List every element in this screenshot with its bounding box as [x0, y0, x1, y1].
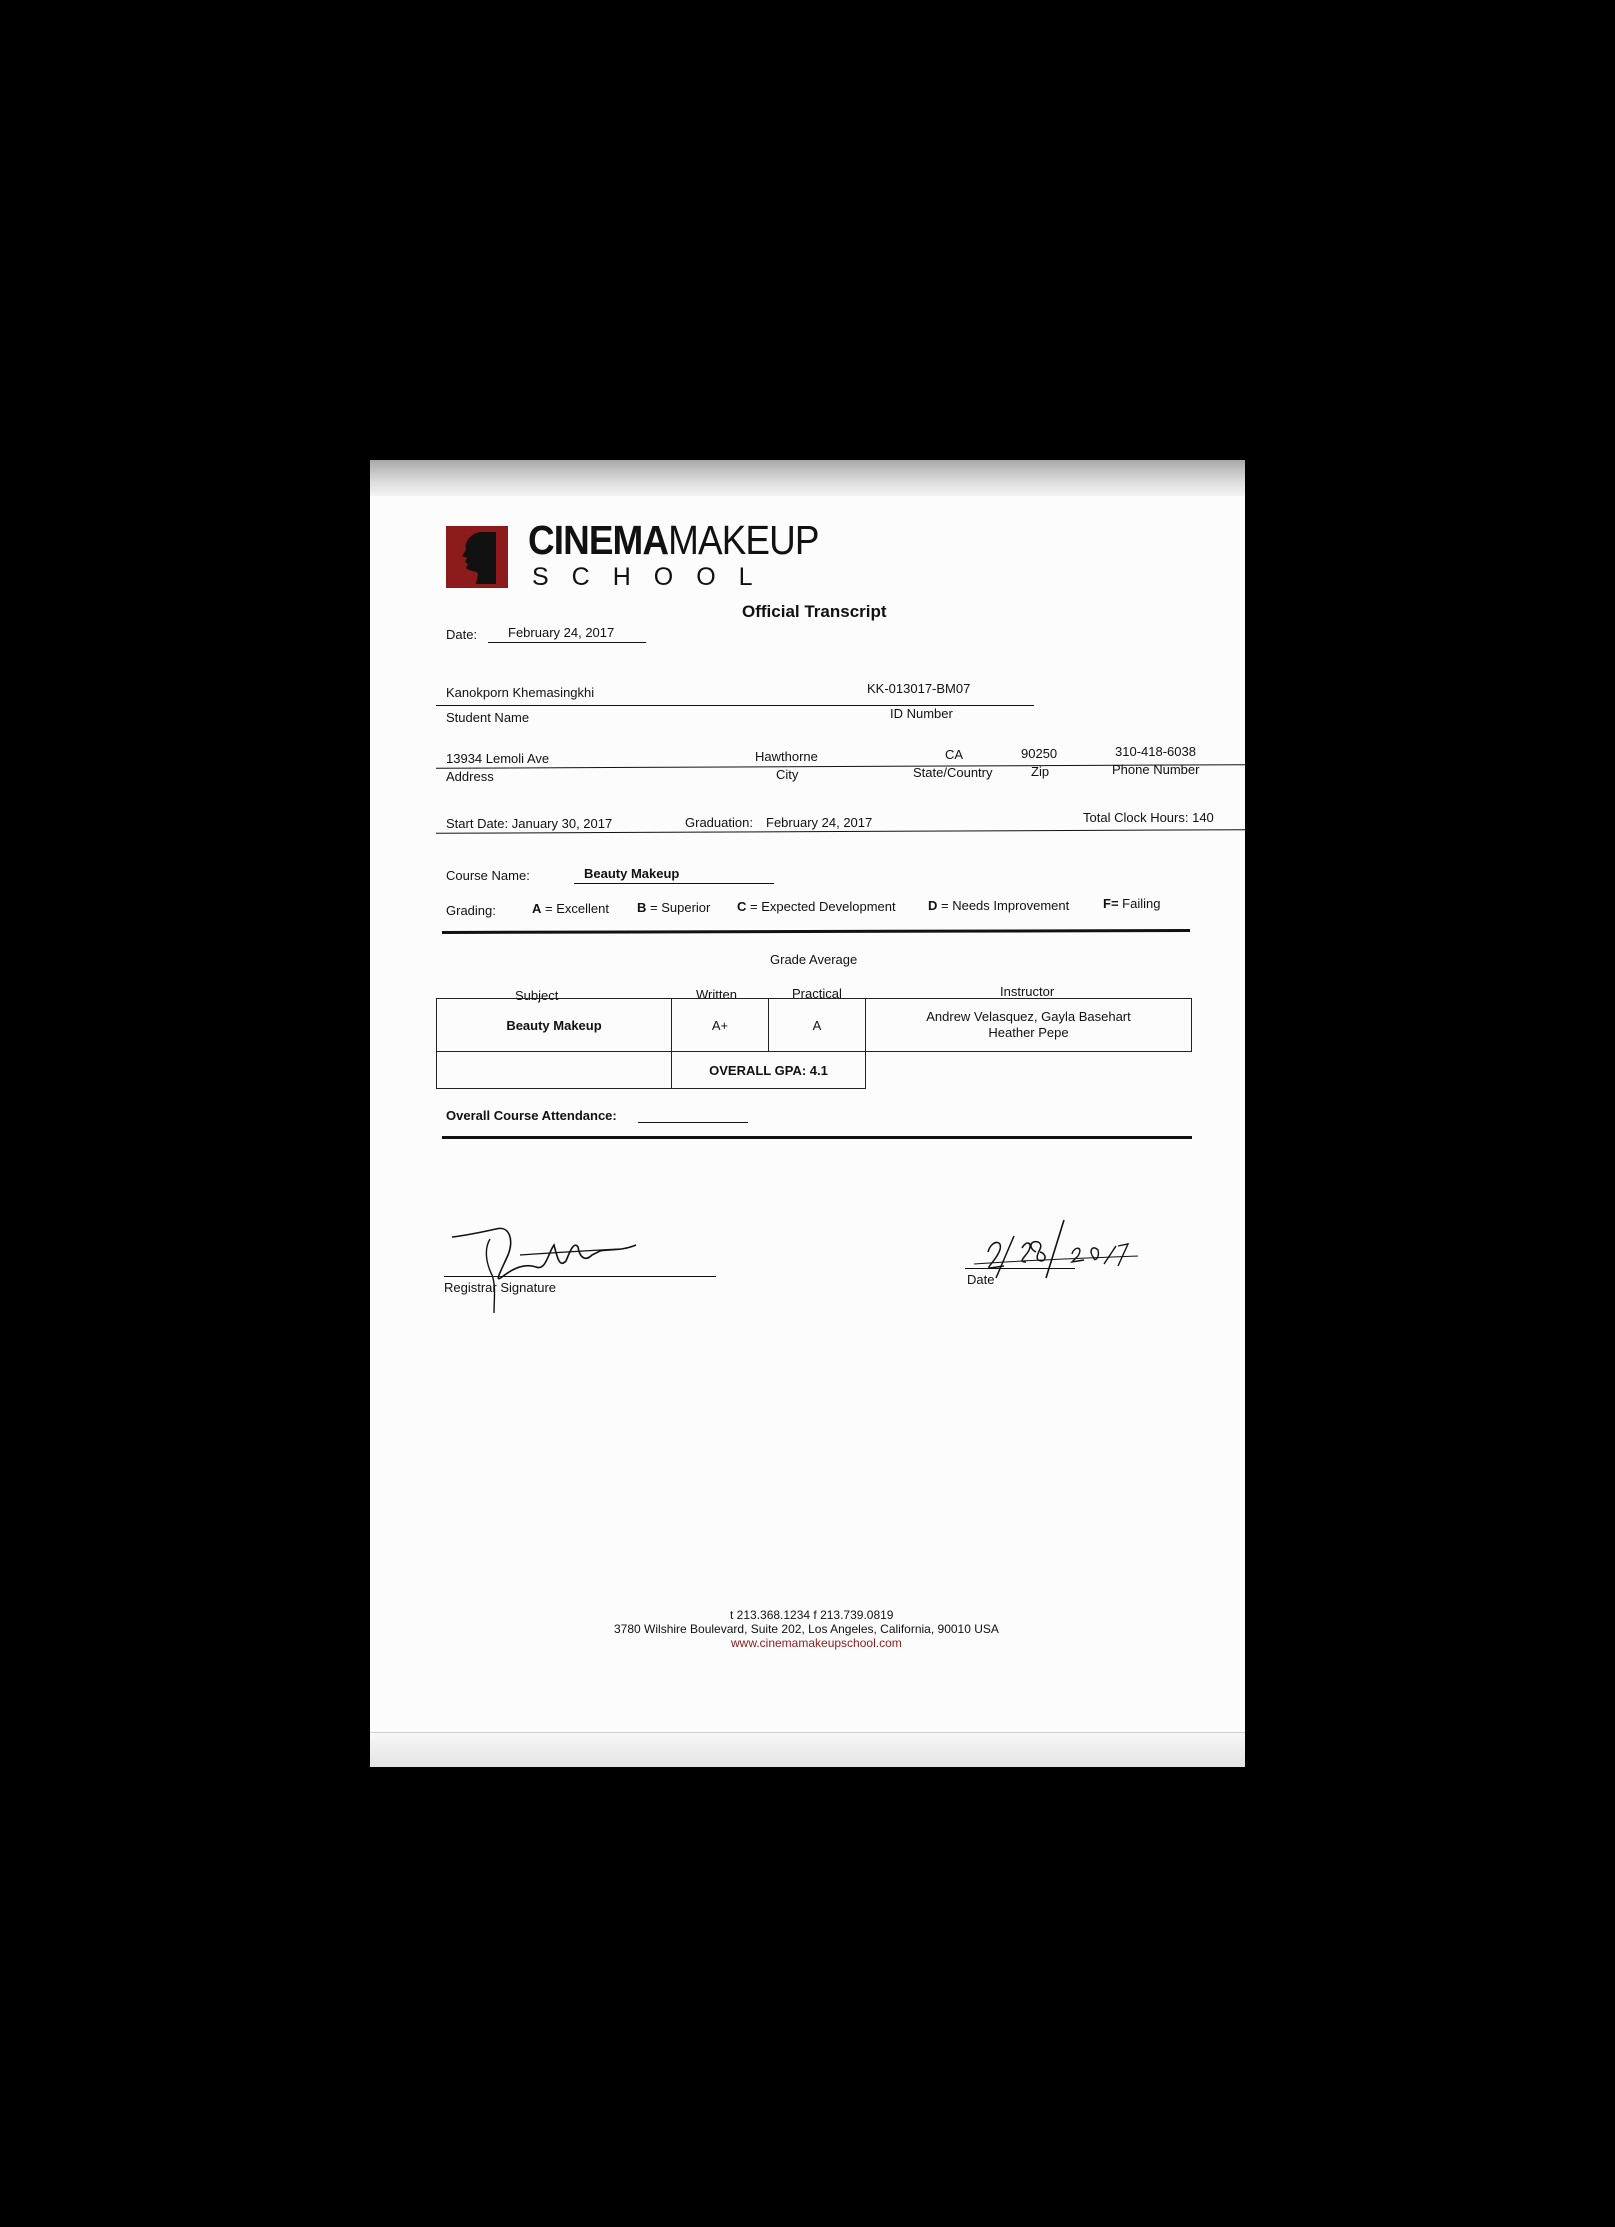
school-name	[528, 517, 819, 564]
date-signature-label: Date	[967, 1272, 995, 1287]
date-value: February 24, 2017	[508, 625, 615, 640]
footer-phones: t 213.368.1234 f 213.739.0819	[730, 1608, 894, 1622]
grade-table	[436, 998, 1192, 1089]
school-name-bold: CINEMA	[528, 517, 669, 563]
phone-value: 310-418-6038	[1115, 744, 1196, 759]
school-name-light: MAKEUP	[668, 517, 819, 563]
attendance-label: Overall Course Attendance:	[446, 1108, 617, 1123]
date-signature-line	[965, 1268, 1075, 1269]
zip-label: Zip	[1031, 764, 1050, 779]
instructor-cell	[866, 999, 1192, 1052]
scan-top-edge	[370, 460, 1245, 496]
table-row	[437, 999, 1192, 1052]
face-silhouette-icon	[446, 526, 508, 588]
student-id: KK-013017-BM07	[867, 681, 971, 696]
registrar-signature-line	[444, 1276, 716, 1277]
course-name-value: Beauty Makeup	[584, 866, 680, 881]
practical-header: Practical	[792, 986, 842, 1001]
course-name-label: Course Name:	[446, 868, 530, 883]
grade-f: F= Failing	[1103, 896, 1161, 911]
overall-gpa: OVERALL GPA: 4.1	[672, 1052, 866, 1089]
instructor-line-1: Andrew Velasquez, Gayla Basehart	[926, 1009, 1131, 1024]
grade-d: D = Needs Improvement	[928, 898, 1070, 913]
grade-c: C = Expected Development	[737, 899, 896, 914]
scan-bottom-edge	[370, 1732, 1245, 1767]
phone-label: Phone Number	[1112, 762, 1200, 777]
footer-website[interactable]: www.cinemamakeupschool.com	[731, 1636, 902, 1650]
address-value: 13934 Lemoli Ave	[446, 751, 550, 766]
course-underline	[574, 883, 774, 884]
transcript-page	[370, 460, 1245, 1767]
city-value: Hawthorne	[755, 749, 818, 764]
section-divider-top	[442, 929, 1190, 934]
written-header: Written	[696, 987, 737, 1002]
subject-cell: Beauty Makeup	[437, 999, 672, 1052]
grade-average-caption: Grade Average	[770, 952, 858, 967]
grade-a: A = Excellent	[532, 901, 609, 916]
zip-value: 90250	[1021, 746, 1058, 761]
practical-cell: A	[769, 999, 866, 1052]
city-label: City	[776, 767, 799, 782]
section-divider-bottom	[442, 1136, 1192, 1139]
total-clock-hours: Total Clock Hours: 140	[1083, 810, 1214, 825]
instructor-header: Instructor	[1000, 984, 1055, 999]
graduation-value: February 24, 2017	[766, 815, 873, 830]
written-cell: A+	[672, 999, 769, 1052]
start-date: Start Date: January 30, 2017	[446, 816, 613, 831]
grade-b: B = Superior	[637, 900, 711, 915]
handwritten-date	[968, 1212, 1168, 1282]
instructor-line-2: Heather Pepe	[988, 1025, 1069, 1040]
school-subtitle: SCHOOL	[532, 563, 776, 591]
address-label: Address	[446, 769, 494, 784]
subject-header: Subject	[515, 988, 559, 1003]
id-number-label: ID Number	[890, 706, 953, 721]
registrar-signature-image	[450, 1205, 690, 1315]
attendance-blank	[638, 1122, 748, 1123]
table-row	[437, 1052, 1192, 1089]
document-title: Official Transcript	[742, 602, 887, 621]
footer-address: 3780 Wilshire Boulevard, Suite 202, Los Angeles, California, 90010 USA	[614, 1622, 999, 1636]
date-label: Date:	[446, 627, 478, 642]
grading-label: Grading:	[446, 903, 496, 918]
state-value: CA	[945, 747, 964, 762]
student-name: Kanokporn Khemasingkhi	[446, 685, 595, 700]
student-name-label: Student Name	[446, 710, 530, 725]
graduation-label: Graduation:	[685, 815, 753, 830]
state-label: State/Country	[913, 765, 993, 780]
empty-cell	[437, 1052, 672, 1089]
registrar-signature-label: Registrar Signature	[444, 1280, 556, 1295]
blank-cell	[866, 1052, 1192, 1089]
date-underline	[488, 642, 646, 643]
